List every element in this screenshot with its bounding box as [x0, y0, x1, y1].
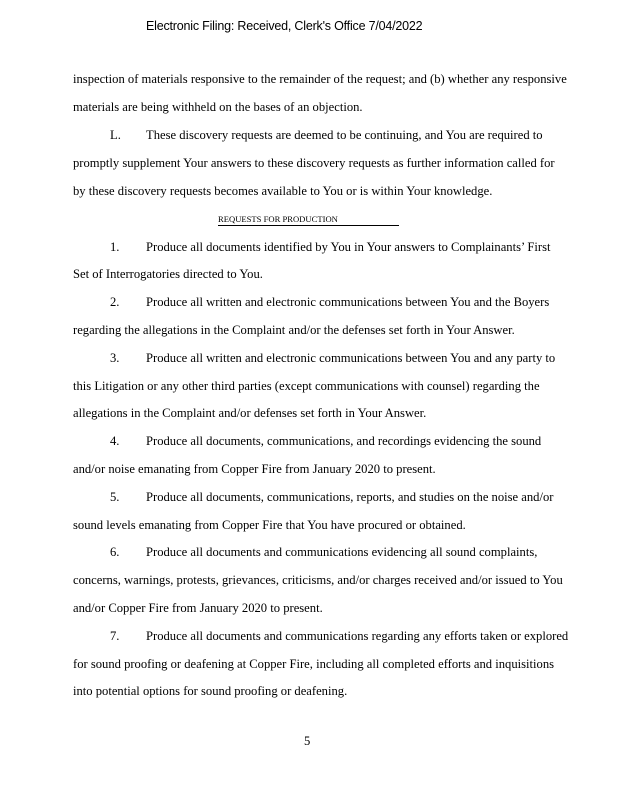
request-number: 7. [110, 629, 120, 643]
request-number: 4. [110, 434, 120, 448]
request-line: concerns, warnings, protests, grievances, criticisms, and/or charges received and/or issued to You [73, 573, 563, 587]
request-line: allegations in the Complaint and/or defenses set forth in Your Answer. [73, 406, 427, 420]
request-line: regarding the allegations in the Complaint and/or the defenses set forth in Your Answer. [73, 323, 515, 337]
request-number: 5. [110, 490, 120, 504]
request-first-line: Produce all written and electronic communications between You and the Boyers [146, 295, 550, 309]
request-number: 3. [110, 351, 120, 365]
request-first-line: Produce all documents, communications, reports, and studies on the noise and/or [146, 490, 554, 504]
request-first-line: Produce all documents, communications, and recordings evidencing the sound [146, 434, 542, 448]
requests-for-production-heading: REQUESTS FOR PRODUCTION [218, 214, 338, 224]
request-line: into potential options for sound proofing or deafening. [73, 684, 348, 698]
request-line: Set of Interrogatories directed to You. [73, 267, 263, 281]
request-number: 1. [110, 240, 120, 254]
paragraph-l-marker: L. [110, 128, 121, 142]
request-first-line: Produce all documents identified by You in Your answers to Complainants’ First [146, 240, 551, 254]
request-number: 2. [110, 295, 120, 309]
heading-underline [218, 225, 399, 226]
request-line: this Litigation or any other third parties (except communications with counsel) regarding the [73, 379, 540, 393]
request-first-line: Produce all documents and communications evidencing all sound complaints, [146, 545, 538, 559]
paragraph-l-line-2: promptly supplement Your answers to these discovery requests as further information called for [73, 156, 555, 170]
paragraph-l-line-1: These discovery requests are deemed to be continuing, and You are required to [146, 128, 543, 142]
request-line: for sound proofing or deafening at Copper Fire, including all completed efforts and inquisitions [73, 657, 555, 671]
intro-line-2: materials are being withheld on the bases of an objection. [73, 100, 363, 114]
request-first-line: Produce all documents and communications regarding any efforts taken or explored [146, 629, 569, 643]
request-line: and/or Copper Fire from January 2020 to present. [73, 601, 323, 615]
paragraph-l-line-3: by these discovery requests becomes available to You or is within Your knowledge. [73, 184, 493, 198]
electronic-filing-header: Electronic Filing: Received, Clerk's Office 7/04/2022 [146, 19, 423, 33]
request-line: and/or noise emanating from Copper Fire from January 2020 to present. [73, 462, 436, 476]
request-line: sound levels emanating from Copper Fire that You have procured or obtained. [73, 518, 466, 532]
request-first-line: Produce all written and electronic communications between You and any party to [146, 351, 556, 365]
intro-line-1: inspection of materials responsive to the remainder of the request; and (b) whether any responsive [73, 72, 567, 86]
request-number: 6. [110, 545, 120, 559]
page-number: 5 [304, 734, 311, 748]
